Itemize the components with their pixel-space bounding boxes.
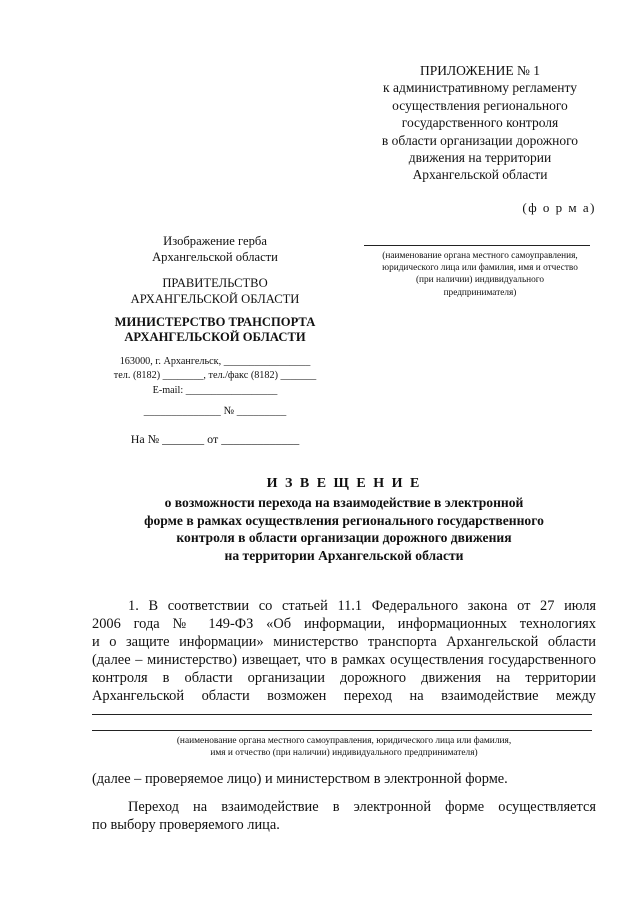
government-line: ПРАВИТЕЛЬСТВО — [162, 276, 268, 290]
contact-email: E-mail: __________________ — [152, 384, 278, 396]
notice-subtitle-line: форме в рамках осуществления регионального государственного — [144, 512, 544, 528]
appendix-line: ПРИЛОЖЕНИЕ № 1 — [419, 63, 541, 78]
paragraph-line: Переход на взаимодействие в электронной форме осуществляется — [128, 799, 596, 815]
fill-line — [92, 714, 592, 715]
appendix-line: к административному регламенту — [383, 80, 577, 96]
recipient-fill-line — [364, 245, 590, 246]
ministry-line: МИНИСТЕРСТВО ТРАНСПОРТА — [114, 315, 316, 329]
notice-subtitle-line: контроля в области организации дорожного движения — [176, 530, 512, 546]
appendix-line: осуществления регионального — [392, 97, 568, 113]
notice-subtitle-line: о возможности перехода на взаимодействие в электронной — [164, 495, 524, 510]
paragraph-line: 2006 года № 149-ФЗ «Об информации, информационных технологиях — [92, 616, 596, 632]
government-name — [96, 275, 334, 307]
notice-title: И З В Е Щ Е Н И Е — [266, 476, 422, 491]
paragraph-1 — [92, 597, 596, 705]
paragraph-line: и о защите информации» министерство транспорта Архангельской области — [92, 634, 596, 650]
paragraph-line: контроля в области организации дорожного движения на территории — [92, 670, 596, 686]
coat-of-arms-placeholder — [96, 233, 334, 265]
paragraph-line: по выбору проверяемого лица. — [92, 817, 280, 833]
ministry-line: АРХАНГЕЛЬСКОЙ ОБЛАСТИ — [124, 330, 306, 345]
recipient-note-line: (наименование органа местного самоуправления, — [382, 251, 578, 261]
form-label: (ф о р м а) — [522, 200, 596, 215]
paragraph-line: 1. В соответствии со статьей 11.1 Федерального закона от 27 июля — [128, 598, 596, 614]
recipient-note — [360, 250, 600, 299]
fill-note-line: (наименование органа местного самоуправления, юридического лица или фамилия, — [176, 736, 512, 746]
appendix-line: движения на территории — [408, 150, 552, 166]
recipient-note-line: (при наличии) индивидуального — [415, 275, 545, 286]
paragraph-2 — [92, 798, 596, 834]
sender-contacts — [96, 355, 334, 398]
ministry-name — [96, 315, 334, 346]
fill-line — [92, 730, 592, 731]
coat-line: Архангельской области — [152, 250, 278, 264]
appendix-header — [364, 62, 596, 184]
appendix-line: в области организации дорожного — [381, 132, 579, 148]
reply-reference: На № _______ от _____________ — [130, 432, 300, 446]
paragraph-line: Архангельской области возможен переход на взаимодействие между — [92, 688, 596, 704]
fill-note-line: имя и отчество (при наличии) индивидуального предпринимателя) — [210, 748, 478, 759]
appendix-line: государственного контроля — [401, 115, 559, 131]
contact-address: 163000, г. Архангельск, _________________ — [119, 356, 311, 367]
paragraph-line: (далее – министерство) извещает, что в рамках осуществления государственного — [92, 652, 596, 668]
notice-subtitle — [92, 494, 596, 564]
after-fill-text: (далее – проверяемое лицо) и министерством в электронной форме. — [92, 771, 508, 787]
coat-line: Изображение герба — [163, 234, 267, 248]
notice-subtitle-line: на территории Архангельской области — [224, 547, 464, 563]
recipient-note-line: юридического лица или фамилия, имя и отчество — [382, 263, 578, 274]
appendix-line: Архангельской области — [412, 167, 548, 183]
contact-phone: тел. (8182) ________, тел./факс (8182) _______ — [113, 370, 317, 382]
government-line: АРХАНГЕЛЬСКОЙ ОБЛАСТИ — [130, 292, 300, 306]
fill-note — [92, 735, 596, 759]
recipient-note-line: предпринимателя) — [443, 287, 517, 298]
registration-number: ______________ № _________ — [143, 405, 287, 417]
